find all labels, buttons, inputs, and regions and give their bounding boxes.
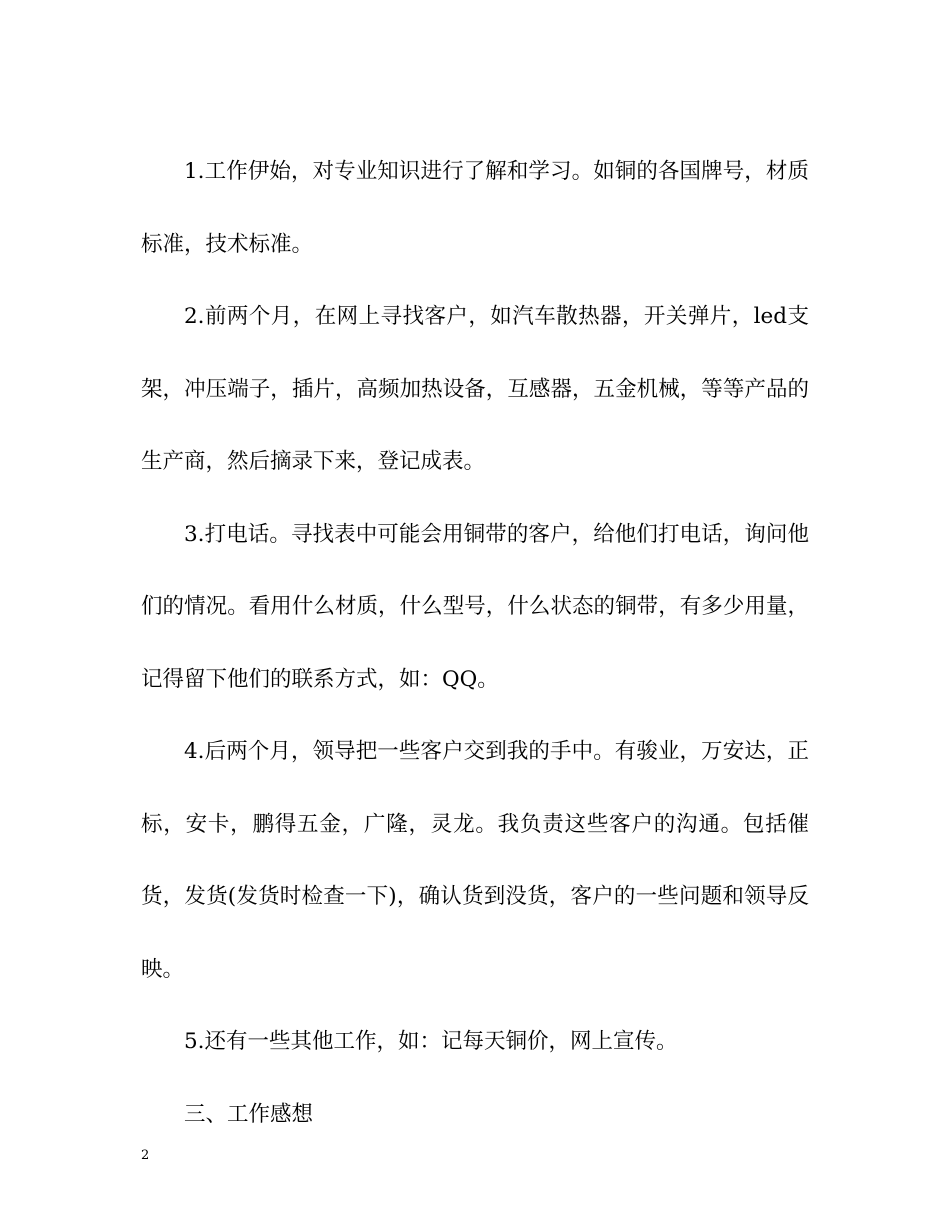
paragraph-1: 1.工作伊始，对专业知识进行了解和学习。如铜的各国牌号，材质标准，技术标准。: [141, 159, 809, 257]
page-number: 2: [141, 1148, 150, 1163]
paragraph-4: 4.后两个月，领导把一些客户交到我的手中。有骏业，万安达，正标，安卡，鹏得五金，广隆，灵龙。我负责这些客户的沟通。包括催货，发货(发货时检查一下)，确认货到没货，客户的一些问题和领导反映。: [141, 739, 809, 982]
section-heading: 三、工作感想: [184, 1101, 314, 1127]
paragraph-3: 3.打电话。寻找表中可能会用铜带的客户，给他们打电话，询问他们的情况。看用什么材质，什么型号，什么状态的铜带，有多少用量，记得留下他们的联系方式，如：QQ。: [141, 521, 809, 692]
document-body: [141, 136, 809, 1151]
paragraph-2: 2.前两个月，在网上寻找客户，如汽车散热器，开关弹片，led支架，冲压端子，插片，高频加热设备，互感器，五金机械，等等产品的生产商，然后摘录下来，登记成表。: [141, 304, 809, 474]
paragraph-5: 5.还有一些其他工作，如：记每天铜价，网上宣传。: [184, 1029, 678, 1054]
